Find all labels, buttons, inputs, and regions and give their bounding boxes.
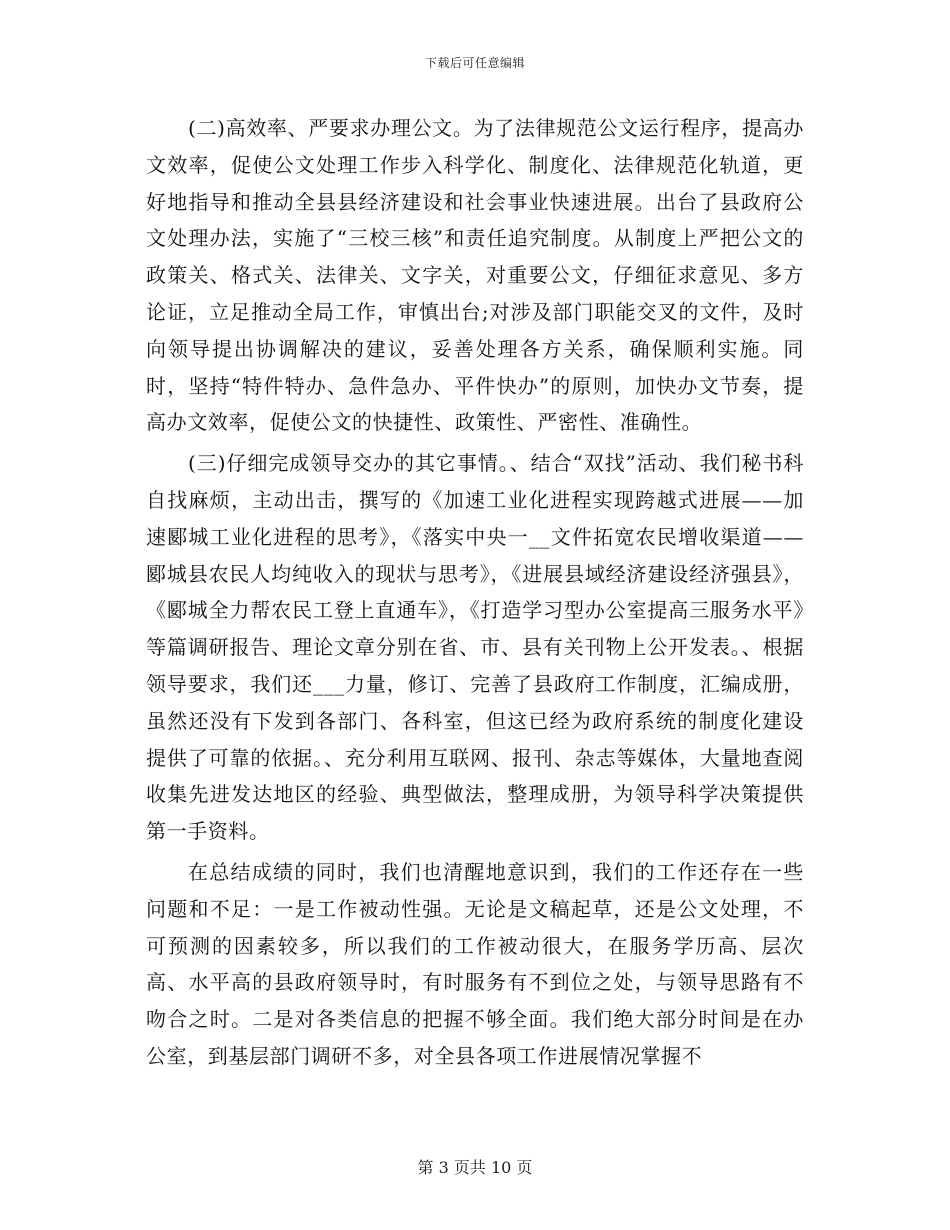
document-body <box>146 110 804 1079</box>
paragraph-leadership-tasks: (三)仔细完成领导交办的其它事情。、结合“双找”活动、我们秘书科自找麻烦，主动出击，撰写的《加速工业化进程实现跨越式进展——加速郾城工业化进程的思考》，《落实中央一__文件拓宽农民增收渠道——郾城县农民人均纯收入的现状与思考》，《进展县域经济建设经济强县》，《郾城全力帮农民工登上直通车》，《打造学习型办公室提高三服务水平》等篇调研报告、理论文章分别在省、市、县有关刊物上公开发表。、根据领导要求，我们还___力量，修订、完善了县政府工作制度，汇编成册，虽然还没有下发到各部门、各科室，但这已经为政府系统的制度化建设提供了可靠的依据。、充分利用互联网、报刊、杂志等媒体，大量地查阅收集先进发达地区的经验、典型做法，整理成册，为领导科学决策提供第一手资料。 <box>146 451 804 844</box>
page-number: 第 3 页共 10 页 <box>417 1158 533 1177</box>
page-header: 下载后可任意编辑 <box>424 56 525 70</box>
paragraph-efficient-document-handling: (二)高效率、严要求办理公文。为了法律规范公文运行程序，提高办文效率，促使公文处理工作步入科学化、制度化、法律规范化轨道，更好地指导和推动全县县经济建设和社会事业快速进展。出台了县政府公文处理办法，实施了“三校三核”和责任追究制度。从制度上严把公文的政策关、格式关、法律关、文字关，对重要公文，仔细征求意见、多方论证，立足推动全局工作，审慎出台;对涉及部门职能交叉的文件，及时向领导提出协调解决的建议，妥善处理各方关系，确保顺利实施。同时，坚持“特件特办、急件急办、平件快办”的原则，加快办文节奏，提高办文效率，促使公文的快捷性、政策性、严密性、准确性。 <box>146 116 804 435</box>
paragraph-problems-and-shortcomings: 在总结成绩的同时，我们也清醒地意识到，我们的工作还存在一些问题和不足：一是工作被动性强。无论是文稿起草，还是公文处理，不可预测的因素较多，所以我们的工作被动很大，在服务学历高、层次高、水平高的县政府领导时，有时服务有不到位之处，与领导思路有不吻合之时。二是对各类信息的把握不够全面。我们绝大部分时间是在办公室，到基层部门调研不多，对全县各项工作进展情况掌握不 <box>146 859 804 1068</box>
